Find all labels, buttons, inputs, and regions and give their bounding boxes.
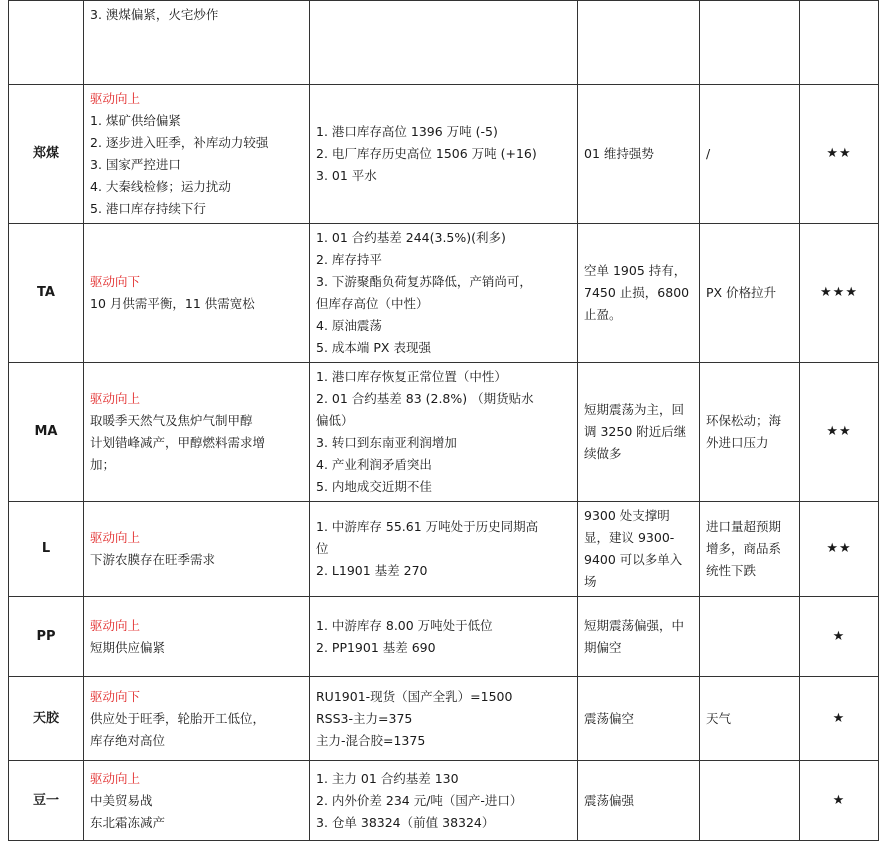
product-name: 豆一 xyxy=(9,761,84,841)
fundamentals-line: 1. 中游库存 55.61 万吨处于历史同期高 xyxy=(316,519,539,534)
fundamentals-cell xyxy=(310,597,578,677)
product-name xyxy=(9,1,84,85)
fundamentals-cell xyxy=(310,363,578,502)
table-row xyxy=(9,597,879,677)
fundamentals-line: 3. 仓单 38324（前值 38324） xyxy=(316,814,495,830)
driver-line: 中美贸易战 xyxy=(90,792,153,808)
driver-label: 驱动向下 xyxy=(90,274,141,289)
strategy-cell xyxy=(578,1,700,85)
product-name: TA xyxy=(9,224,84,363)
risk-text: / xyxy=(706,146,711,161)
strategy-text: 9300 处支撑明显，建议 9300-9400 可以多单入场 xyxy=(584,508,683,589)
driver-cell xyxy=(84,363,310,502)
strategy-cell xyxy=(578,502,700,597)
fundamentals-line: 2. 内外价差 234 元/吨（国产-进口） xyxy=(316,792,523,808)
risk-text: 进口量超预期增多，商品系统性下跌 xyxy=(706,519,782,578)
strategy-cell xyxy=(578,224,700,363)
driver-label: 驱动向上 xyxy=(90,391,141,406)
table-row xyxy=(9,761,879,841)
risk-cell xyxy=(700,363,800,502)
fundamentals-line: 4. 产业利润矛盾突出 xyxy=(316,457,432,472)
rating-stars xyxy=(800,1,879,85)
risk-text: PX 价格拉升 xyxy=(706,285,777,300)
strategy-cell xyxy=(578,363,700,502)
fundamentals-line: 偏低） xyxy=(316,413,354,428)
table-row xyxy=(9,677,879,761)
strategy-cell xyxy=(578,597,700,677)
risk-cell xyxy=(700,677,800,761)
product-name: L xyxy=(9,502,84,597)
fundamentals-cell xyxy=(310,502,578,597)
product-name: 郑煤 xyxy=(9,85,84,224)
table-row xyxy=(9,85,879,224)
fundamentals-cell xyxy=(310,224,578,363)
driver-cell xyxy=(84,224,310,363)
fundamentals-line: 3. 下游聚酯负荷复苏降低，产销尚可， xyxy=(316,274,532,289)
driver-line: 4. 大秦线检修；运力扰动 xyxy=(90,179,231,194)
risk-text: 环保松动；海外进口压力 xyxy=(706,413,782,450)
fundamentals-line: 5. 内地成交近期不佳 xyxy=(316,479,432,494)
rating-stars: ★★★ xyxy=(800,224,879,363)
fundamentals-line: 1. 港口库存恢复正常位置（中性） xyxy=(316,369,507,384)
driver-line: 5. 港口库存持续下行 xyxy=(90,201,206,216)
rating-stars: ★ xyxy=(800,761,879,841)
driver-line: 加； xyxy=(90,457,116,472)
fundamentals-line: RU1901-现货（国产全乳）=1500 xyxy=(316,688,513,704)
strategy-text: 震荡偏空 xyxy=(584,710,635,726)
risk-cell xyxy=(700,1,800,85)
strategy-text: 短期震荡偏强，中期偏空 xyxy=(584,617,685,655)
fundamentals-cell xyxy=(310,761,578,841)
strategy-text: 01 维持强势 xyxy=(584,146,654,161)
fundamentals-line: 2. PP1901 基差 690 xyxy=(316,639,436,655)
strategy-cell xyxy=(578,677,700,761)
driver-line: 3. 国家严控进口 xyxy=(90,157,181,172)
risk-cell xyxy=(700,85,800,224)
product-name: 天胶 xyxy=(9,677,84,761)
rating-stars: ★★ xyxy=(800,85,879,224)
risk-cell xyxy=(700,224,800,363)
fundamentals-cell xyxy=(310,85,578,224)
rating-stars: ★★ xyxy=(800,363,879,502)
table-row xyxy=(9,502,879,597)
driver-label: 驱动向下 xyxy=(90,688,141,704)
driver-line: 下游农膜存在旺季需求 xyxy=(90,552,216,567)
fundamentals-line: 2. 01 合约基差 83 (2.8%) （期货贴水 xyxy=(316,391,534,406)
driver-line: 取暖季天然气及焦炉气制甲醇 xyxy=(90,413,253,428)
strategy-text: 短期震荡为主，回调 3250 附近后继续做多 xyxy=(584,402,687,461)
driver-line: 10 月供需平衡，11 供需宽松 xyxy=(90,296,255,311)
table-row xyxy=(9,224,879,363)
driver-label: 驱动向上 xyxy=(90,91,141,106)
strategy-text: 空单 1905 持有，7450 止损，6800 止盈。 xyxy=(584,263,690,322)
risk-cell xyxy=(700,502,800,597)
fundamentals-line: 3. 01 平水 xyxy=(316,168,377,183)
driver-label: 驱动向上 xyxy=(90,530,141,545)
fundamentals-line: RSS3-主力=375 xyxy=(316,710,413,726)
driver-cell xyxy=(84,1,310,85)
driver-line: 东北霜冻减产 xyxy=(90,814,166,830)
fundamentals-line: 1. 主力 01 合约基差 130 xyxy=(316,770,459,786)
strategy-cell xyxy=(578,85,700,224)
rating-stars: ★ xyxy=(800,597,879,677)
product-name: PP xyxy=(9,597,84,677)
driver-cell xyxy=(84,85,310,224)
commodity-table xyxy=(8,0,879,841)
fundamentals-line: 位 xyxy=(316,541,329,556)
fundamentals-line: 3. 转口到东南亚利润增加 xyxy=(316,435,457,450)
fundamentals-line: 2. L1901 基差 270 xyxy=(316,563,428,578)
driver-line: 供应处于旺季，轮胎开工低位， xyxy=(90,710,266,726)
driver-cell xyxy=(84,502,310,597)
rating-stars: ★★ xyxy=(800,502,879,597)
fundamentals-line: 1. 港口库存高位 1396 万吨 (-5) xyxy=(316,124,498,139)
fundamentals-line: 5. 成本端 PX 表现强 xyxy=(316,340,431,355)
fundamentals-line: 1. 中游库存 8.00 万吨处于低位 xyxy=(316,617,493,633)
fundamentals-cell xyxy=(310,1,578,85)
risk-cell xyxy=(700,597,800,677)
table-row xyxy=(9,1,879,85)
strategy-cell xyxy=(578,761,700,841)
fundamentals-cell xyxy=(310,677,578,761)
strategy-text: 震荡偏强 xyxy=(584,792,635,808)
fundamentals-line: 但库存高位（中性） xyxy=(316,296,429,311)
driver-line: 1. 煤矿供给偏紧 xyxy=(90,113,181,128)
product-name: MA xyxy=(9,363,84,502)
fundamentals-line: 2. 电厂库存历史高位 1506 万吨 (+16) xyxy=(316,146,537,161)
fundamentals-line: 主力-混合胶=1375 xyxy=(316,732,426,748)
driver-line: 2. 逐步进入旺季，补库动力较强 xyxy=(90,135,269,150)
driver-label: 驱动向上 xyxy=(90,770,141,786)
driver-line: 计划错峰减产，甲醇燃料需求增 xyxy=(90,435,266,450)
fundamentals-line: 4. 原油震荡 xyxy=(316,318,382,333)
driver-cell xyxy=(84,677,310,761)
risk-text: 天气 xyxy=(706,710,732,726)
fundamentals-line: 2. 库存持平 xyxy=(316,252,382,267)
driver-line: 短期供应偏紧 xyxy=(90,639,166,655)
driver-cell xyxy=(84,761,310,841)
risk-cell xyxy=(700,761,800,841)
driver-cell xyxy=(84,597,310,677)
rating-stars: ★ xyxy=(800,677,879,761)
driver-line: 库存绝对高位 xyxy=(90,732,166,748)
driver-label: 驱动向上 xyxy=(90,617,141,633)
driver-line: 3. 澳煤偏紧，火宅炒作 xyxy=(90,7,219,22)
fundamentals-line: 1. 01 合约基差 244(3.5%)(利多) xyxy=(316,230,506,245)
table-row xyxy=(9,363,879,502)
